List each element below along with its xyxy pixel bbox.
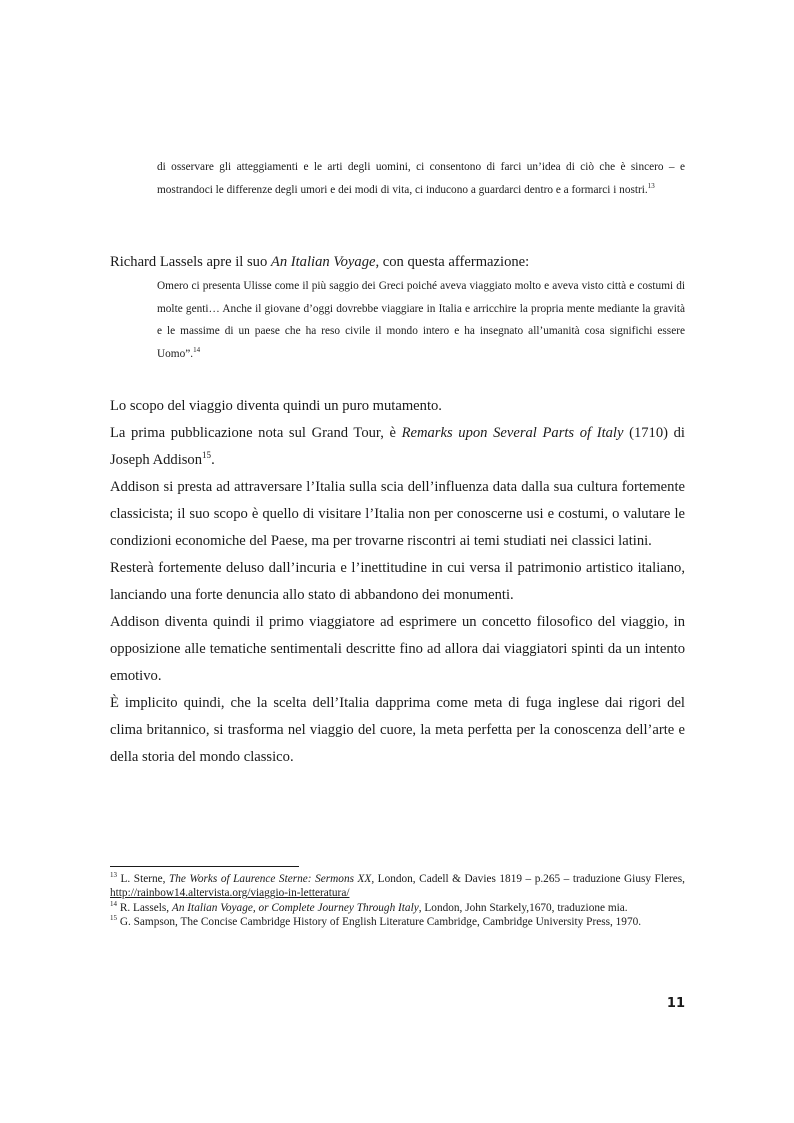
paragraph-5: Addison diventa quindi il primo viaggiatore ad esprimere un concetto filosofico del viaggio, in opposizione alle tematiche sentimentali descritte fino ad allora dai viaggiatori spinti da un intento emotivo. bbox=[110, 614, 685, 684]
quote-text: di osservare gli atteggiamenti e le arti degli uomini, ci consentono di farci un’idea di ciò che è sincero – e mostrandoci le differenze degli umori e dei modi di vita, ci inducono a guardarci dentro e a formarci i nostri. bbox=[157, 161, 685, 196]
footnote-text-end: London, Cadell & Davies 1819 – p.265 – traduzione Giusy Fleres, bbox=[374, 873, 685, 885]
intro-paragraph bbox=[110, 249, 685, 276]
page-number: 11 bbox=[666, 996, 685, 1011]
footnote-number: 14 bbox=[110, 900, 117, 909]
footnote-ref-13[interactable]: 13 bbox=[647, 181, 655, 190]
footnote-title: The Works of Laurence Sterne: Sermons XX, bbox=[169, 873, 375, 885]
intro-text: Richard Lassels apre il suo bbox=[110, 254, 271, 270]
paragraph-2-text: La prima pubblicazione nota sul Grand Tour, è bbox=[110, 425, 402, 441]
footnote-14 bbox=[110, 901, 685, 915]
paragraph-4: Resterà fortemente deluso dall’incuria e l’inettitudine in cui versa il patrimonio artistico italiano, lanciando una forte denuncia allo stato di abbandono dei monumenti. bbox=[110, 560, 685, 603]
paragraph-2-period: . bbox=[211, 452, 215, 468]
footnote-13 bbox=[110, 872, 685, 901]
footnote-text: G. Sampson, The Concise Cambridge History of English Literature Cambridge, Cambridge University Press, 1970. bbox=[117, 916, 642, 929]
footnote-number: 13 bbox=[110, 871, 117, 880]
paragraph-2-text-end: (1710) di Joseph Addison bbox=[110, 425, 685, 468]
footnote-number: 15 bbox=[110, 914, 117, 923]
footnote-text-end: , London, John Starkely,1670, traduzione mia. bbox=[418, 901, 628, 914]
paragraph-3: Addison si presta ad attraversare l’Italia sulla scia dell’influenza data dalla sua cultura fortemente classicista; il suo scopo è quello di visitare l’Italia non per conoscerne usi e costumi, o valutare le condizioni economiche del Paese, ma per trovarne riscontri ai temi studiati nei classici latini. bbox=[110, 479, 685, 549]
book-title: Remarks upon Several Parts of Italy bbox=[401, 425, 624, 441]
footnote-15 bbox=[110, 915, 685, 929]
footnote-text: L. Sterne, bbox=[117, 873, 169, 885]
paragraph-6: È implicito quindi, che la scelta dell’Italia dapprima come meta di fuga inglese dai rigori del clima britannico, si trasforma nel viaggio del cuore, la meta perfetta per la conoscenza dell’arte e della storia del mondo classico. bbox=[110, 695, 685, 765]
footnote-separator bbox=[110, 866, 299, 867]
quote-text: Omero ci presenta Ulisse come il più saggio dei Greci poiché aveva viaggiato molto e aveva visto città e costumi di molte genti… Anche il giovane d’oggi dovrebbe viaggiare in Italia e arricchire la propria mente mediante la gravità e le massime di un paese che ha reso civile il mondo intero e ha insegnato all’umanità cosa significhi essere Uomo”. bbox=[157, 280, 685, 360]
footnotes bbox=[110, 872, 685, 930]
footnote-text: R. Lassels, bbox=[117, 901, 172, 914]
book-title: An Italian Voyage bbox=[270, 254, 376, 270]
block-quote-sterne bbox=[157, 156, 685, 201]
footnote-ref-14[interactable]: 14 bbox=[193, 345, 201, 354]
footnote-ref-15[interactable]: 15 bbox=[202, 450, 212, 461]
paragraph-2 bbox=[110, 420, 685, 474]
main-text bbox=[110, 393, 685, 771]
block-quote-lassels bbox=[157, 275, 685, 365]
intro-text-end: , con questa affermazione: bbox=[375, 254, 530, 270]
footnote-link[interactable]: http://rainbow14.altervista.org/viaggio-in-letteratura/ bbox=[110, 887, 350, 900]
footnote-title: An Italian Voyage, or Complete Journey Through Italy bbox=[171, 901, 419, 914]
paragraph-1: Lo scopo del viaggio diventa quindi un puro mutamento. bbox=[110, 398, 442, 414]
